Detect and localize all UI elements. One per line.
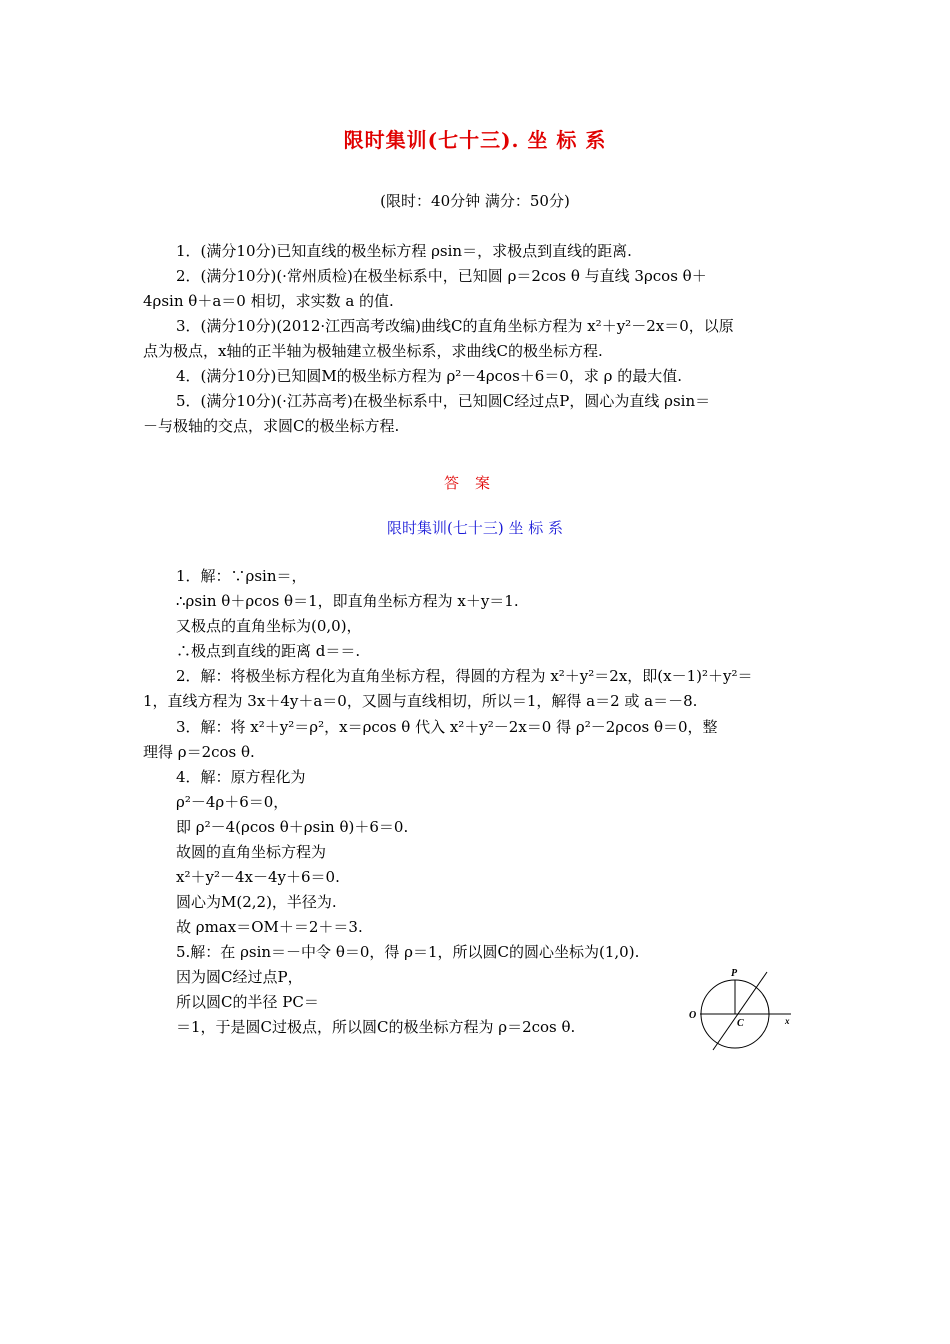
- answer-line: ＝1，于是圆C过极点，所以圆C的极坐标方程为 ρ＝2cos θ.: [176, 1018, 576, 1036]
- question-3-cont: 点为极点，x轴的正半轴为极轴建立极坐标系，求曲线C的极坐标方程.: [143, 342, 603, 360]
- label-x: x: [785, 1016, 790, 1026]
- label-p: P: [731, 968, 738, 979]
- answer-line: 1，直线方程为 3x＋4y＋a＝0，又圆与直线相切，所以＝1，解得 a＝2 或 a＝－8.: [143, 692, 698, 710]
- answer-line: 故 ρmax＝OM＋＝2＋＝3.: [176, 918, 363, 936]
- label-o: O: [689, 1010, 697, 1021]
- answer-line: 即 ρ²－4(ρcos θ＋ρsin θ)＋6＝0.: [176, 818, 409, 836]
- answer-line: 2．解：将极坐标方程化为直角坐标方程，得圆的方程为 x²＋y²＝2x，即(x－1)²＋y²＝: [176, 667, 753, 685]
- question-1: 1．(满分10分)已知直线的极坐标方程 ρsin＝，求极点到直线的距离.: [176, 242, 632, 260]
- answers-heading: 答案: [443, 474, 506, 492]
- page-title: 限时集训(七十三). 坐 标 系: [343, 128, 607, 152]
- answer-line: x²＋y²－4x－4y＋6＝0.: [176, 868, 340, 886]
- answer-line: 理得 ρ＝2cos θ.: [143, 743, 255, 761]
- answer-line: 3．解：将 x²＋y²＝ρ²，x＝ρcos θ 代入 x²＋y²－2x＝0 得 ρ²－2ρcos θ＝0，整: [176, 718, 718, 736]
- question-2: 2．(满分10分)(·常州质检)在极坐标系中，已知圆 ρ＝2cos θ 与直线 3ρcos θ＋: [176, 267, 707, 285]
- question-4: 4．(满分10分)已知圆M的极坐标方程为 ρ²－4ρcos＋6＝0，求 ρ 的最大值.: [176, 367, 682, 385]
- answer-line: 又极点的直角坐标为(0,0)，: [176, 617, 362, 635]
- answer-line: 因为圆C经过点P，: [176, 968, 303, 986]
- question-3: 3．(满分10分)(2012·江西高考改编)曲线C的直角坐标方程为 x²＋y²－2x＝0，以原: [176, 317, 734, 335]
- label-c: C: [737, 1018, 744, 1029]
- answers-subheading: 限时集训(七十三) 坐 标 系: [386, 519, 563, 537]
- time-limit-note: (限时：40分钟 满分：50分): [380, 192, 570, 210]
- answer-line: 所以圆C的半径 PC＝: [176, 993, 319, 1011]
- circle-diagram: [685, 962, 795, 1054]
- answer-line: 1．解：∵ρsin＝，: [176, 567, 307, 585]
- answer-line: 故圆的直角坐标方程为: [176, 843, 327, 861]
- answer-line: 4．解：原方程化为: [176, 768, 306, 786]
- answer-line: ρ²－4ρ＋6＝0，: [176, 793, 289, 811]
- answer-line: 圆心为M(2,2)，半径为.: [176, 893, 337, 911]
- question-5: 5．(满分10分)(·江苏高考)在极坐标系中，已知圆C经过点P，圆心为直线 ρsin＝: [176, 392, 711, 410]
- question-2-cont: 4ρsin θ＋a＝0 相切，求实数 a 的值.: [143, 292, 394, 310]
- question-5-cont: －与极轴的交点，求圆C的极坐标方程.: [143, 417, 400, 435]
- answer-line: ∴ρsin θ＋ρcos θ＝1，即直角坐标方程为 x＋y＝1.: [176, 592, 519, 610]
- answer-line: 5.解：在 ρsin＝－中令 θ＝0，得 ρ＝1，所以圆C的圆心坐标为(1,0).: [176, 943, 640, 961]
- answer-line: ∴极点到直线的距离 d＝＝.: [176, 642, 361, 660]
